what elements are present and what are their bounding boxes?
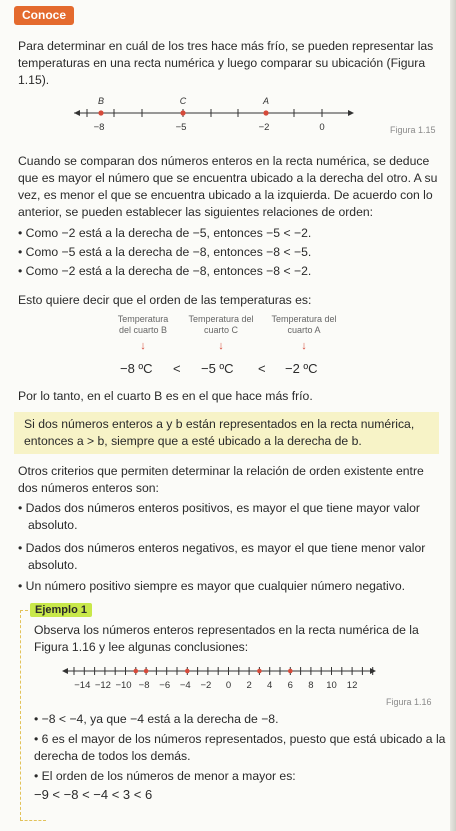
- para5-line-2: dos números enteros son:: [18, 481, 159, 495]
- criteria-bullet-1: • Dados dos números enteros positivos, es mayor el que tiene mayor valor: [18, 501, 420, 515]
- section-tag-conoce: Conoce: [14, 6, 74, 25]
- example-tag: Ejemplo 1: [30, 603, 92, 617]
- para2-line-3: vez, es menor el que se encuentra ubicado a la izquierda. De acuerdo con lo: [18, 188, 433, 202]
- number-line-figure-1-15: [70, 92, 360, 138]
- page-edge-shadow: [450, 0, 456, 831]
- tick-label: 12: [346, 680, 358, 691]
- tick-label: 4: [267, 680, 273, 691]
- order-label-a: Temperatura del cuarto A: [271, 314, 337, 335]
- intro-line-2: temperaturas en una recta numérica y luego comparar su ubicación (Figura: [18, 56, 426, 70]
- tick-label: −12: [94, 680, 111, 691]
- conclusion-1: • −8 < −4, ya que −4 está a la derecha de −8.: [34, 712, 279, 726]
- temp-a: −2 ºC: [285, 361, 318, 376]
- tick-label: 6: [287, 680, 293, 691]
- tick-label: −8: [93, 122, 105, 133]
- example-frame-left: [20, 610, 21, 820]
- highlight-line-1: Si dos números enteros a y b están representados en la recta numérica,: [24, 417, 415, 431]
- label-c: C: [179, 96, 187, 106]
- criteria-bullet-3: • Un número positivo siempre es mayor que cualquier número negativo.: [18, 579, 406, 593]
- example-frame-bottom: [20, 820, 46, 821]
- point-c: [180, 110, 185, 115]
- temp-b: −8 ºC: [120, 361, 153, 376]
- intro-line-3: 1.15).: [18, 73, 50, 87]
- tick-label: 0: [225, 680, 232, 691]
- para3: Esto quiere decir que el orden de las temperaturas es:: [18, 293, 312, 307]
- tick-label: −2: [200, 680, 212, 691]
- marked-point: [134, 669, 139, 674]
- point-a: [263, 110, 268, 115]
- figure-caption-1-15: Figura 1.15: [390, 125, 436, 135]
- less-than-sign: <: [173, 361, 181, 376]
- para2-line-2: que es mayor el número que se encuentra ubicado a la derecha del otro. A su: [18, 171, 438, 185]
- marked-point: [288, 669, 293, 674]
- label-a: A: [262, 96, 270, 106]
- down-arrow-icon: ↓: [218, 340, 224, 352]
- marked-point: [185, 669, 190, 674]
- temp-c: −5 ºC: [201, 361, 234, 376]
- tick-label: −2: [258, 122, 270, 133]
- down-arrow-icon: ↓: [301, 340, 307, 352]
- para2-line-4: anterior, se pueden establecer las siguientes relaciones de orden:: [18, 205, 374, 219]
- order-bullet-1: • Como −2 está a la derecha de −5, entonces −5 < −2.: [18, 226, 312, 240]
- order-bullet-2: • Como −5 está a la derecha de −8, entonces −8 < −5.: [18, 245, 312, 259]
- tick-label: −10: [115, 680, 132, 691]
- tick-label: −8: [138, 680, 150, 691]
- example-text-2: Figura 1.16 y lee algunas conclusiones:: [34, 640, 249, 654]
- less-than-sign: <: [258, 361, 266, 376]
- order-label-c: Temperatura del cuarto C: [188, 314, 254, 335]
- intro-line-1: Para determinar en cuál de los tres hace más frío, se pueden representar las: [18, 39, 434, 53]
- marked-point: [257, 669, 262, 674]
- conclusion-3-order: −9 < −8 < −4 < 3 < 6: [34, 787, 153, 802]
- tick-label: 2: [246, 680, 252, 691]
- marked-point: [144, 669, 149, 674]
- tick-label: 10: [326, 680, 337, 691]
- tick-label: −6: [159, 680, 171, 691]
- example-frame-top: [20, 610, 28, 611]
- conclusion-3: • El orden de los números de menor a mayor es:: [34, 769, 296, 783]
- criteria-bullet-2-cont: absoluto.: [28, 558, 78, 572]
- conclusion-2: • 6 es el mayor de los números representados, puesto que está ubicado a la: [34, 732, 446, 746]
- example-text-1: Observa los números enteros representados en la recta numérica de la: [34, 623, 419, 637]
- label-b: B: [97, 96, 105, 106]
- figure-caption-1-16: Figura 1.16: [386, 697, 432, 707]
- highlight-line-2: entonces a > b, siempre que a esté ubicado a la derecha de b.: [24, 434, 362, 448]
- para5-line-1: Otros criterios que permiten determinar la relación de orden existente entre: [18, 464, 424, 478]
- order-label-b: Temperatura del cuarto B: [117, 314, 169, 335]
- criteria-bullet-2: • Dados dos números enteros negativos, es mayor el que tiene menor valor: [18, 541, 426, 555]
- conclusion-2-cont: derecha de todos los demás.: [34, 749, 191, 763]
- tick-label: −5: [175, 122, 187, 133]
- criteria-bullet-1-cont: absoluto.: [28, 518, 78, 532]
- tick-label: −4: [179, 680, 191, 691]
- down-arrow-icon: ↓: [140, 340, 146, 352]
- number-line-figure-1-16: [60, 656, 380, 694]
- tick-label: −14: [74, 680, 91, 691]
- point-b: [98, 110, 103, 115]
- para4: Por lo tanto, en el cuarto B es en el que hace más frío.: [18, 389, 313, 403]
- order-bullet-3: • Como −2 está a la derecha de −8, entonces −8 < −2.: [18, 264, 312, 278]
- para2-line-1: Cuando se comparan dos números enteros en la recta numérica, se deduce: [18, 154, 430, 168]
- tick-label: 0: [319, 122, 325, 133]
- tick-label: 8: [308, 680, 314, 691]
